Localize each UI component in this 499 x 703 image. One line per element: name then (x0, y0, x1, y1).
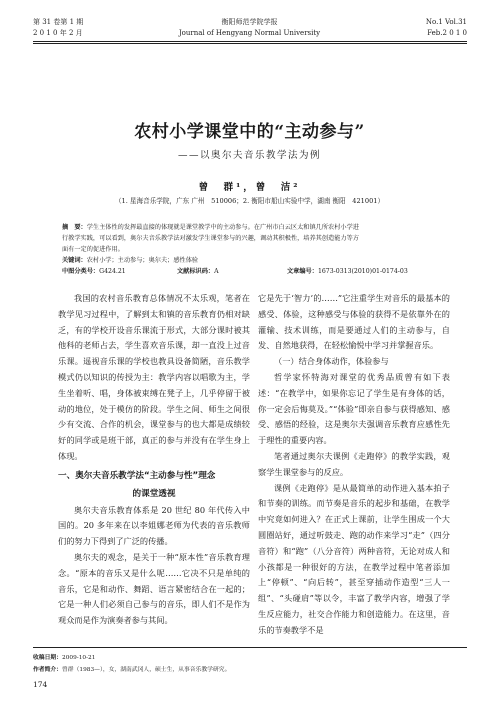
issue-date: 2 0 1 0 年 2 月 (33, 29, 83, 37)
left-column (58, 291, 250, 629)
right-column (258, 291, 450, 639)
abstract-line-3: 面有一定的促进作用。 (62, 246, 124, 253)
volume-issue-en: No.1 Vol.31 (425, 18, 467, 26)
footnote-rule (33, 647, 467, 648)
keywords-line (62, 255, 440, 266)
issue-date-en: Feb.2 0 1 0 (427, 29, 467, 37)
journal-name-cn: 衡阳师范学院学报 (221, 18, 278, 26)
author-affiliation: （1. 星海音乐学院，广东 广州 510006；2. 衡阳市船山实验中学，湖南 衡阳 421001） (114, 197, 385, 205)
author-bio: 作者简介：曾群（1983—），女，湖南武冈人，硕士生，从事音乐教学研究。 (33, 667, 231, 673)
subsection-heading: （一）结合身体动作，体验参与 (274, 356, 389, 367)
section-heading-cont: 的课堂透视 (132, 488, 176, 499)
abstract (62, 222, 440, 277)
keywords: 农村小学；主动参与；奥尔夫；感性体验 (86, 257, 199, 264)
article-title: 农村小学课堂中的“主动参与” (134, 122, 365, 142)
section-heading: 一、奥尔夫音乐教学法“主动参与性”理念 (58, 470, 216, 481)
body-paragraph: 课例《走跑停》是从最简单的动作进入基本拍子和节奏的训练。而节奏是音乐的起步和基础，在教学中究竟如何进入？在正式上课前，让学生围成一个大圆圈站好，通过听鼓走、跑的动作来学习“走”（四分音符）和“跑”（八分音符）两种音符，无论对成人和小孩都是一种很好的方法，在教学过程中笔者添加上“停顿”、“向后转”，甚至穿插动作造型“三人一组”、“头碰肩”等以令，丰富了教学内容，增强了学生反应能力，社交合作能力和创造能力。在这里，音乐的节奏教学不是 (258, 482, 450, 635)
header-rule (33, 41, 467, 42)
journal-name-en: Journal of Hengyang Normal University (178, 29, 321, 37)
body-paragraph: 它是先于‘智力’的……”它注重学生对音乐的最基本的感受、体验，这种感受与体验的获得不是依靠外在的灌输、技术训练，而是要通过人们的主动参与，自发、自然地获得，在轻松愉悦中学习并掌握音乐。 (258, 293, 450, 351)
body-paragraph: 我国的农村音乐教育总体情况不太乐观，笔者在教学见习过程中，了解到太和镇的音乐教育仍相对缺乏，有的学校开设音乐课流于形式，大部分课时被其他科的老师占去，学生喜欢音乐课，却一直没上过音乐课。遥视音乐课的学校也教具设备简陋，音乐教学模式仍以知识的传授为主：教学内容以唱歌为主，学生坐着听、唱，身体被束缚在凳子上，几乎停留于被动的地位，处于模仿的阶段。学生之间、师生之间很少有交流、合作的机会，课堂参与的也大都是成绩较好的同学或是班干部，真正的参与并没有在学生身上体现。 (58, 293, 250, 461)
abstract-line-1: 摘 要：学生主体性的发挥最直接的体现就是课堂教学中的主动参与。在广州市白云区太和镇几所农村小学进 (62, 224, 359, 231)
header-rule-thin (33, 43, 467, 44)
keywords-label: 关键词： (62, 257, 87, 264)
received-date: 收稿日期：2009-10-21 (33, 655, 96, 661)
body-paragraph: 哲学家怀特海对课堂的优秀品质曾有如下表述：“在教学中，如果你忘记了学生是有身体的话，你一定会后悔莫及。”“体验”即亲自参与获得感知、感受、感悟的经验，这是奥尔夫强调音乐教育应感性先于理性的重要内容。 (258, 371, 450, 446)
abstract-label: 摘 要： (62, 224, 87, 231)
body-paragraph: 奥尔夫音乐教育体系是 20 世纪 80 年代传入中国的。20 多年来在以李姐娜老师为代表的音乐教师们的努力下得到了广泛的传播。 (58, 504, 250, 547)
volume-issue: 第 31 卷第 1 期 (33, 18, 84, 26)
page-number: 174 (33, 680, 48, 689)
article-authors: 曾 群¹，曾 洁² (198, 182, 301, 193)
abstract-line-2: 行教学实践，可以看到，奥尔夫音乐教学法对激发学生课堂参与的兴趣，调动其积极性，培养其创造能力等方 (62, 235, 359, 242)
document-code: A (214, 268, 219, 275)
article-subtitle: ——以奥尔夫音乐教学法为例 (177, 150, 321, 161)
body-paragraph: 奥尔夫的观念，是关于一种“原本性”音乐教育理念。“原本的音乐又是什么呢……它决不只是单纯的音乐，它是和动作、舞蹈、语言紧密结合在一起的；它是一种人们必须自己参与的音乐，即人们不是作为观众而是作为演奏者参与其间。 (58, 551, 250, 626)
body-paragraph: 笔者通过奥尔夫课例《走跑停》的教学实践，观察学生课堂参与的反应。 (258, 450, 450, 477)
article-number: 1673-0313(2010)01-0174-03 (317, 268, 408, 275)
clc-number: G424.21 (99, 268, 126, 275)
classification-line: 中图分类号：G424.21 文献标识码：A 文章编号：1673-0313(2010)01-0174-03 (62, 268, 408, 275)
